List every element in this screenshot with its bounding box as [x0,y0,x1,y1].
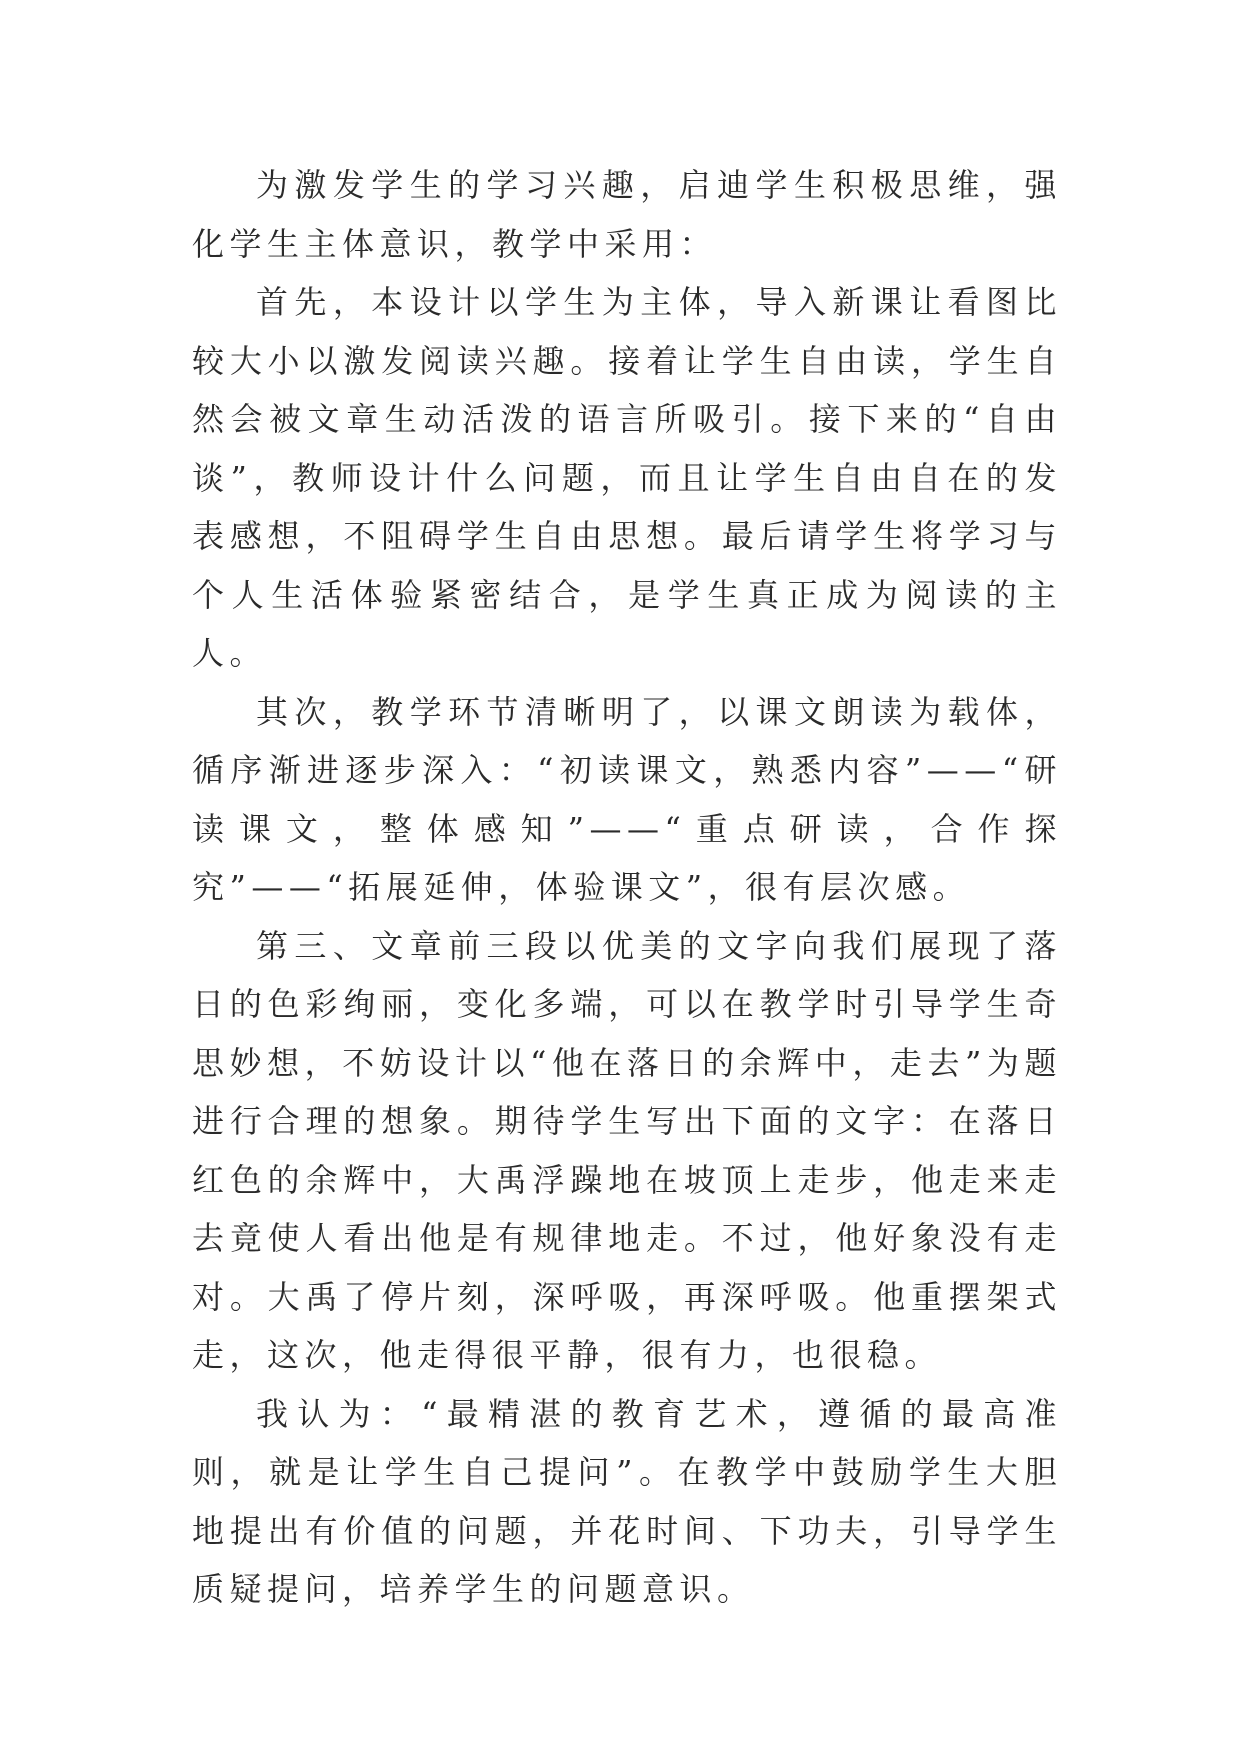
paragraph-intro: 为激发学生的学习兴趣，启迪学生积极思维，强化学生主体意识，教学中采用： [192,166,1062,263]
paragraph-conclusion: 我认为：“最精湛的教育艺术，遵循的最高准则，就是让学生自己提问”。在教学中鼓励学生大胆地提出有价值的问题，并花时间、下功夫，引导学生质疑提问，培养学生的问题意识。 [192,1394,1062,1608]
paragraph-second: 其次，教学环节清晰明了，以课文朗读为载体，循序渐进逐步深入：“初读课文，熟悉内容”——“研读课文，整体感知”——“重点研读，合作探究”——“拓展延伸，体验课文”，很有层次感。 [192,692,1062,906]
document-body [192,156,1062,1619]
paragraph-first: 首先，本设计以学生为主体，导入新课让看图比较大小以激发阅读兴趣。接着让学生自由读，学生自然会被文章生动活泼的语言所吸引。接下来的“自由谈”，教师设计什么问题，而且让学生自由自在的发表感想，不阻碍学生自由思想。最后请学生将学习与个人生活体验紧密结合，是学生真正成为阅读的主人。 [192,283,1062,672]
paragraph-third: 第三、文章前三段以优美的文字向我们展现了落日的色彩绚丽，变化多端，可以在教学时引导学生奇思妙想，不妨设计以“他在落日的余辉中，走去”为题进行合理的想象。期待学生写出下面的文字：在落日红色的余辉中，大禹浮躁地在坡顶上走步，他走来走去竟使人看出他是有规律地走。不过，他好象没有走对。大禹了停片刻，深呼吸，再深呼吸。他重摆架式走，这次，他走得很平静，很有力，也很稳。 [192,926,1062,1374]
